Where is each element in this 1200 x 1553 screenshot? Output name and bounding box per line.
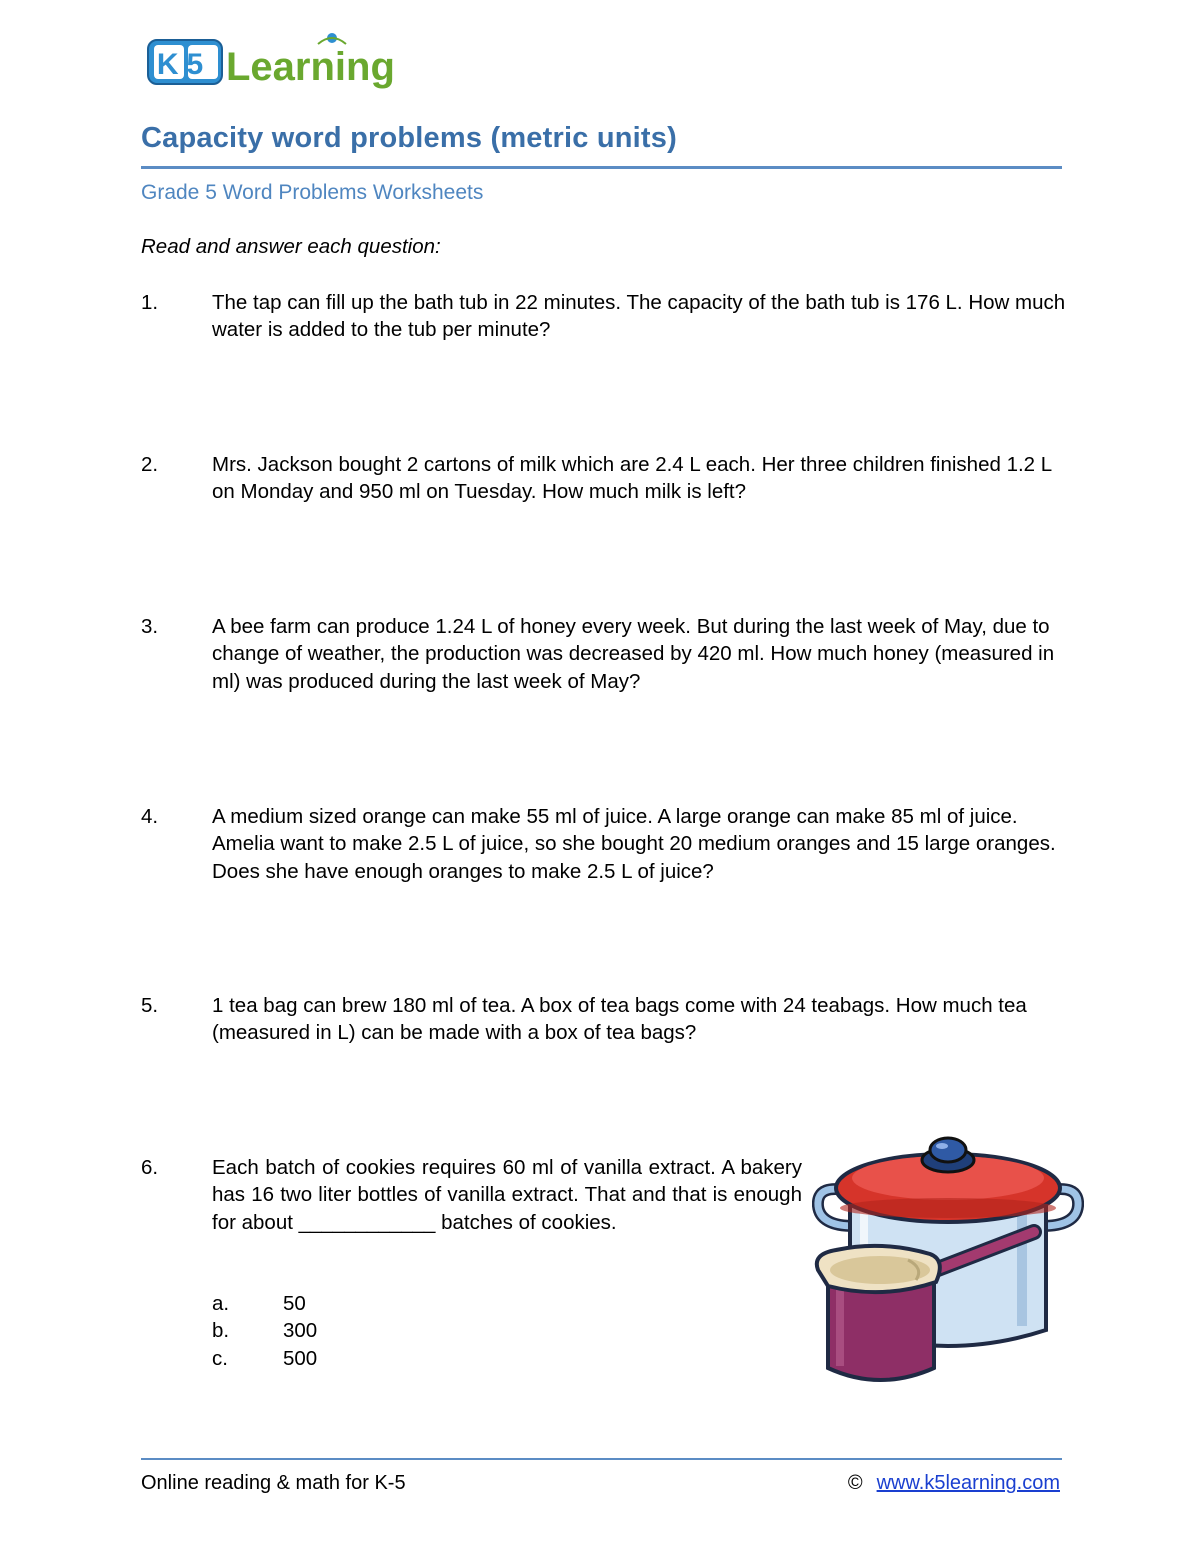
question-number: 2. — [141, 453, 159, 476]
option-letter: a. — [212, 1292, 230, 1315]
question-number: 1. — [141, 291, 159, 314]
title-divider — [141, 166, 1062, 169]
question-number: 6. — [141, 1156, 159, 1179]
logo-word-text: Learning — [226, 45, 395, 89]
option-letter: c. — [212, 1346, 228, 1370]
cooking-pot-illustration — [812, 1130, 1084, 1388]
footer-site — [848, 1472, 1060, 1495]
option-value: 50 — [283, 1292, 306, 1315]
logo-k5-text: K5 — [156, 48, 212, 81]
question-number: 3. — [141, 615, 159, 638]
question-text: A medium sized orange can make 55 ml of juice. A large orange can make 85 ml of juice. Amelia want to make 2.5 L of juice, so she bought 20 medium oranges and 15 large oranges. Does she have enough oranges to make 2.5 L of juice? — [212, 805, 1056, 883]
question-text: The tap can fill up the bath tub in 22 minutes. The capacity of the bath tub is 176 L. How much water is added to the tub per minute? — [212, 291, 1066, 342]
question-text: A bee farm can produce 1.24 L of honey every week. But during the last week of May, due to change of weather, the production was decreased by 420 ml. How much honey (measured in ml) was produced during the last week of May? — [212, 615, 1055, 693]
instructions: Read and answer each question: — [141, 235, 441, 258]
option-value: 300 — [283, 1319, 318, 1343]
option-value: 500 — [283, 1346, 318, 1370]
k5-learning-logo — [146, 28, 401, 90]
option-letter: b. — [212, 1319, 230, 1343]
website-link[interactable]: www.k5learning.com — [876, 1472, 1060, 1494]
footer-divider — [141, 1458, 1062, 1460]
question-number: 4. — [141, 805, 159, 828]
question-text: 1 tea bag can brew 180 ml of tea. A box of tea bags come with 24 teabags. How much tea (measured in L) can be made with a box of tea bags? — [212, 994, 1027, 1045]
page-title: Capacity word problems (metric units) — [141, 122, 677, 154]
footer-tagline: Online reading & math for K-5 — [141, 1472, 406, 1494]
page-subtitle: Grade 5 Word Problems Worksheets — [141, 181, 484, 204]
question-text: Each batch of cookies requires 60 ml of vanilla extract. A bakery has 16 two liter bottles of vanilla extract. That and that is enough for about ____________ batches of cookies. — [212, 1156, 802, 1234]
question-text: Mrs. Jackson bought 2 cartons of milk which are 2.4 L each. Her three children finished 1.2 L on Monday and 950 ml on Tuesday. How much milk is left? — [212, 453, 1052, 504]
copyright-symbol: © — [847, 1472, 863, 1494]
question-number: 5. — [141, 994, 159, 1017]
